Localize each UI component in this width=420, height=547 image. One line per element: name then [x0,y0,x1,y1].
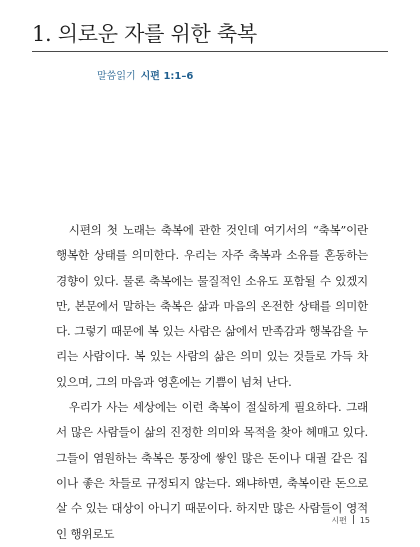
page-footer [331,515,370,526]
chapter-title: 1. 의로운 자를 위한 축복 [32,22,257,46]
footer-separator [353,515,354,524]
body-text [56,218,368,547]
paragraph: 시편의 첫 노래는 축복에 관한 것인데 여기서의 “축복”이란 행복한 상태를 의미한다. 우리는 자주 축복과 소유를 혼동하는 경향이 있다. 물론 축복에는 물질적인 소유도 포함될 수 있겠지만, 본문에서 말하는 축복은 삶과 마음의 온전한 상태를 의미한다. 그렇기 때문에 복 있는 사람은 삶에서 만족감과 행복감을 누리는 사람이다. 복 있는 사람의 삶은 의미 있는 것들로 가득 차 있으며, 그의 마음과 영혼에는 기쁨이 넘쳐 난다. [56,223,368,389]
footer-section: 시편 [331,516,347,525]
reading-label: 말씀읽기 [97,71,136,82]
title-divider [32,51,388,52]
reading-reference: 시편 1:1–6 [140,71,194,82]
page-number: 15 [359,516,370,525]
scripture-reading [97,67,193,82]
paragraph: 우리가 사는 세상에는 이런 축복이 절실하게 필요하다. 그래서 많은 사람들이 삶의 진정한 의미와 목적을 찾아 헤매고 있다. 그들이 염원하는 축복은 통장에 쌓인 많은 돈이나 대궐 같은 집이나 좋은 차들로 규정되지 않는다. 왜냐하면, 축복이란 돈으로 살 수 있는 대상이 아니기 때문이다. 하지만 많은 사람들이 영적인 행위로도 [56,400,368,541]
